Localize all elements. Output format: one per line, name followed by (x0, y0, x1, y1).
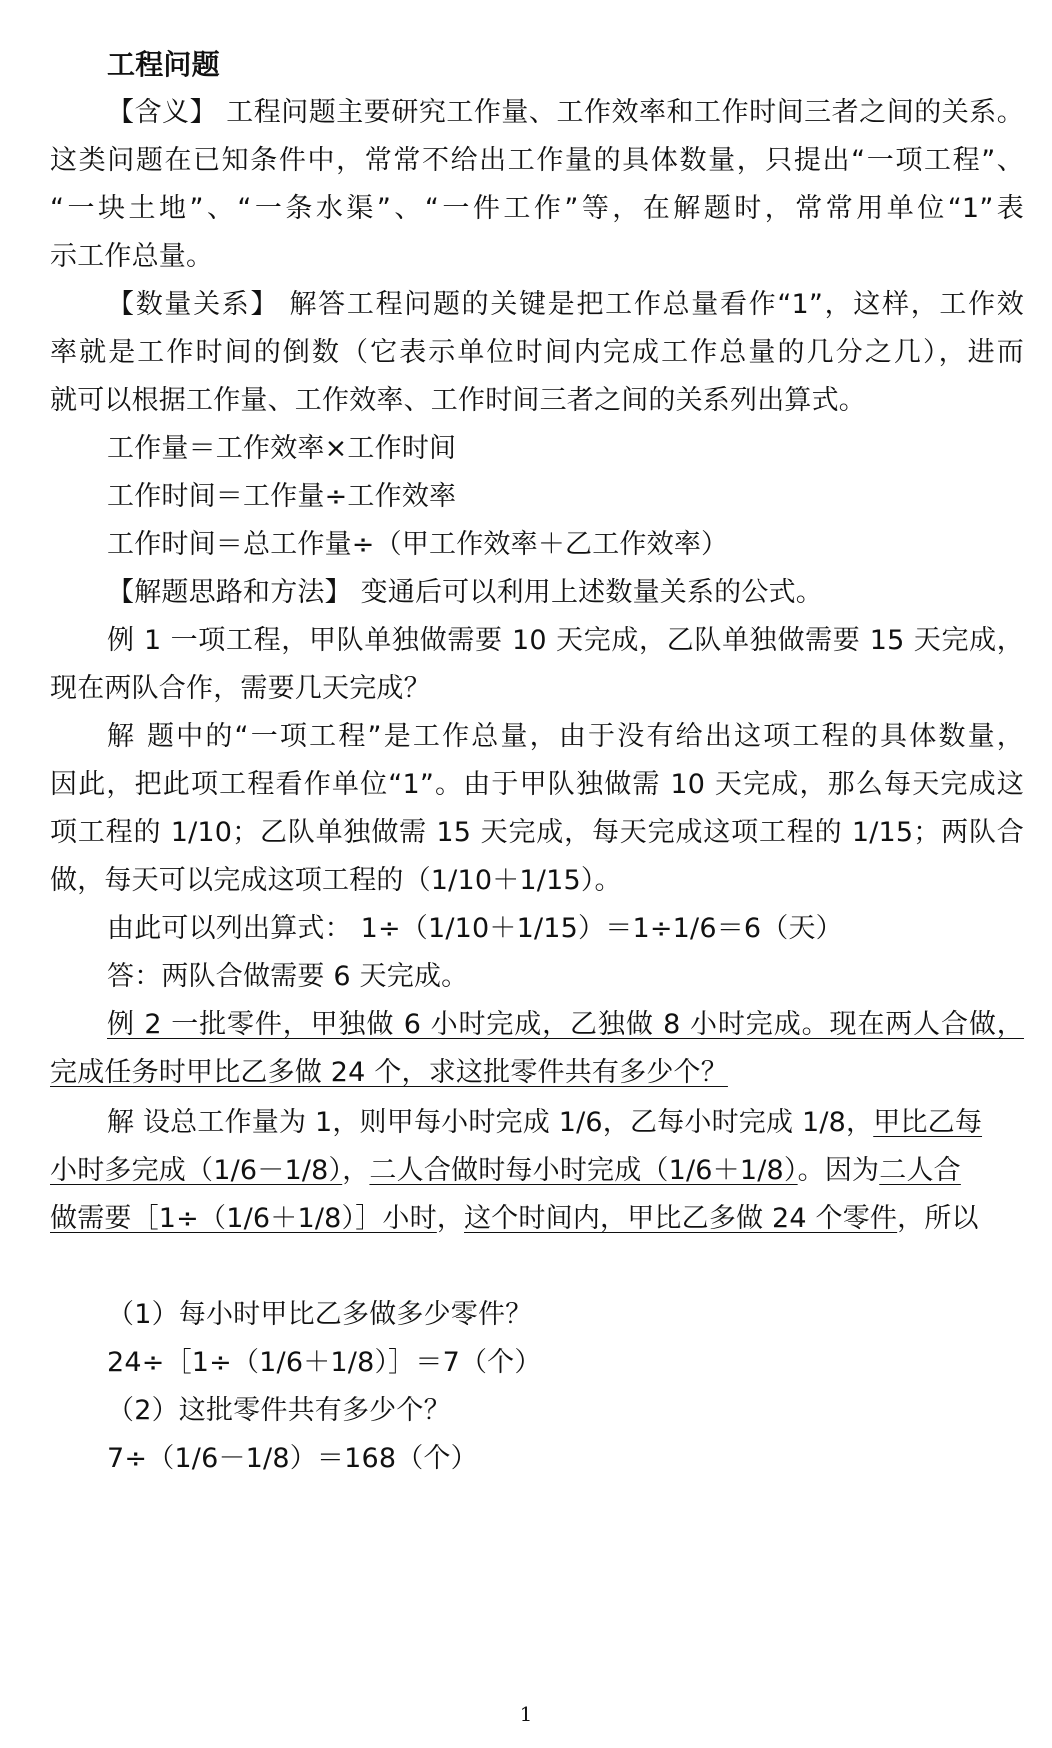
example2-question-line-2-text: 完成任务时甲比乙多做 24 个，求这批零件共有多少个？ (50, 1057, 728, 1088)
example2-calc-1: 24÷［1÷（1/6＋1/8）］＝7（个） (107, 1347, 542, 1378)
example2-solution-1a: 解 设总工作量为 1，则甲每小时完成 1/6，乙每小时完成 1/8， (107, 1107, 874, 1138)
formula-1: 工作量＝工作效率×工作时间 (107, 433, 457, 464)
example1-solution-line-4: 做，每天可以完成这项工程的（1/10＋1/15）。 (50, 865, 622, 896)
example2-part-2: （2）这批零件共有多少个？ (107, 1395, 451, 1426)
example2-solution-2a: 小时多完成（1/6－1/8） (50, 1155, 343, 1186)
example2-solution-2b: ， (342, 1155, 370, 1186)
intro-line-3: “一块土地”、“一条水渠”、“一件工作”等，在解题时，常常用单位“1”表 (50, 193, 1024, 224)
example2-solution-3b: ， (436, 1203, 465, 1234)
example1-solution-line-3: 项工程的 1/10；乙队单独做需 15 天完成，每天完成这项工程的 1/15；两队合 (50, 817, 1024, 848)
example2-part-1: （1）每小时甲比乙多做多少零件？ (107, 1299, 533, 1330)
example2-solution-2d: 。因为 (797, 1155, 880, 1186)
example2-solution-3d: ，所以 (897, 1203, 979, 1234)
example1-solution-line-1: 解 题中的“一项工程”是工作总量，由于没有给出这项工程的具体数量， (107, 721, 1024, 752)
intro-line-1: 【含义】 工程问题主要研究工作量、工作效率和工作时间三者之间的关系。 (107, 97, 1024, 128)
relations-line-3: 就可以根据工作量、工作效率、工作时间三者之间的关系列出算式。 (50, 385, 866, 416)
example1-question-line-2: 现在两队合作，需要几天完成？ (50, 673, 431, 704)
example2-solution-2c: 二人合做时每小时完成（1/6＋1/8） (369, 1155, 798, 1186)
example2-solution-3a: 做需要［1÷（1/6＋1/8）］小时 (50, 1203, 437, 1234)
example2-solution-3c: 这个时间内，甲比乙多做 24 个零件 (464, 1203, 898, 1234)
example2-solution-line-2 (50, 1154, 1024, 1188)
example2-question-line-1: 例 2 一批零件，甲独做 6 小时完成，乙独做 8 小时完成。现在两人合做， (107, 1009, 1024, 1040)
example1-question-line-1: 例 1 一项工程，甲队单独做需要 10 天完成，乙队单独做需要 15 天完成， (107, 625, 1024, 656)
example2-solution-2e: 二人合 (879, 1155, 961, 1186)
formula-3: 工作时间＝总工作量÷（甲工作效率＋乙工作效率） (107, 529, 729, 560)
example1-answer: 答：两队合做需要 6 天完成。 (107, 961, 469, 992)
relations-line-1: 【数量关系】 解答工程问题的关键是把工作总量看作“1”，这样，工作效 (107, 289, 1024, 320)
example2-solution-1b: 甲比乙每 (873, 1107, 983, 1138)
example1-solution-line-2: 因此，把此项工程看作单位“1”。由于甲队独做需 10 天完成，那么每天完成这 (50, 769, 1024, 800)
example1-formula: 由此可以列出算式： 1÷（1/10＋1/15）＝1÷1/6＝6（天） (107, 913, 843, 944)
intro-line-4: 示工作总量。 (50, 241, 214, 272)
example2-solution-line-1 (107, 1106, 1024, 1140)
example2-question-line-2 (50, 1056, 1024, 1090)
intro-line-2: 这类问题在已知条件中，常常不给出工作量的具体数量，只提出“一项工程”、 (50, 145, 1024, 176)
example2-calc-2: 7÷（1/6－1/8）＝168（个） (107, 1443, 478, 1474)
page-number: 1 (519, 1702, 533, 1726)
method-line: 【解题思路和方法】 变通后可以利用上述数量关系的公式。 (107, 577, 823, 608)
example2-solution-line-3 (50, 1202, 1024, 1236)
relations-line-2: 率就是工作时间的倒数（它表示单位时间内完成工作总量的几分之几），进而 (50, 337, 1024, 368)
formula-2: 工作时间＝工作量÷工作效率 (107, 481, 457, 512)
doc-title: 工程问题 (107, 48, 220, 81)
